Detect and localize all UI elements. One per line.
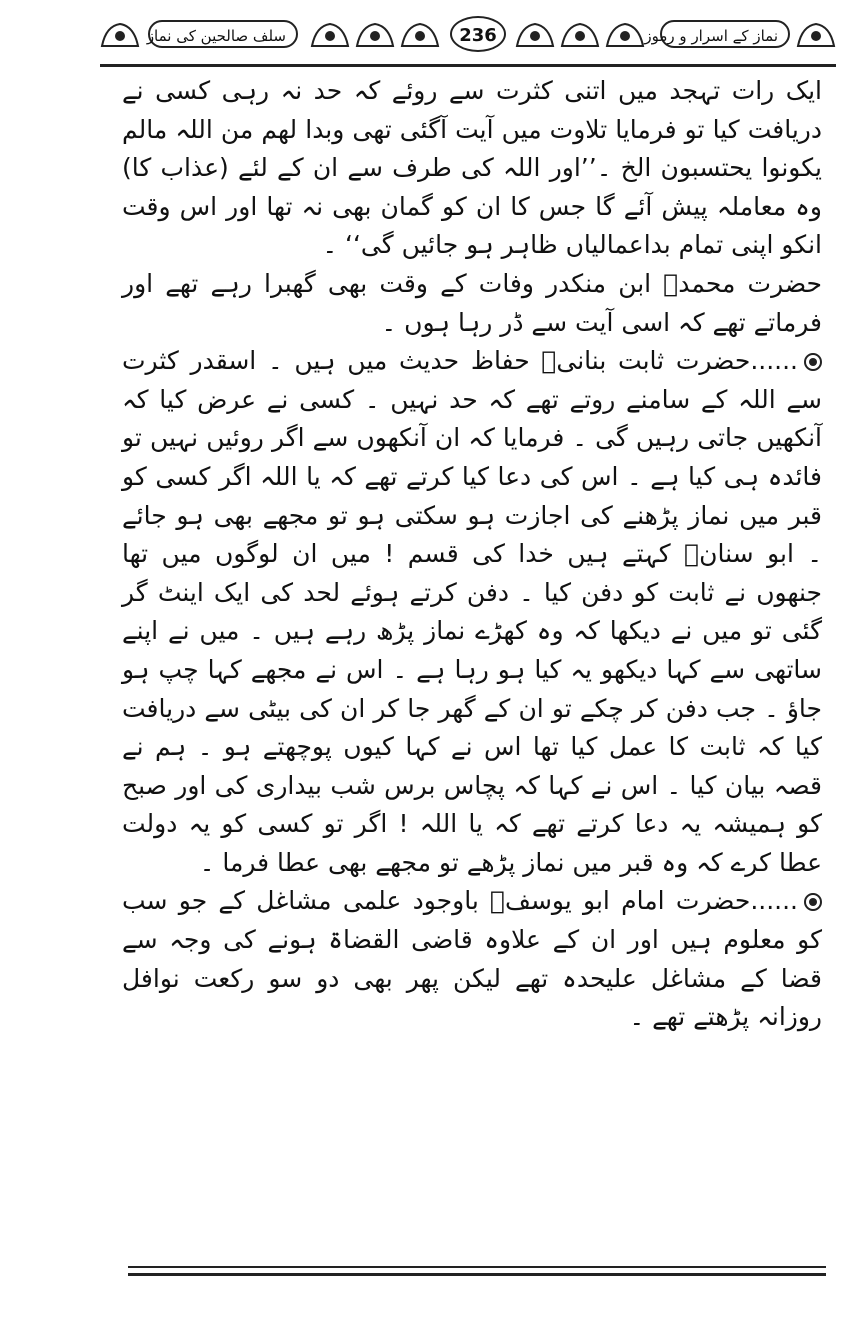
ornament-icon [400, 22, 440, 48]
footer-rule [128, 1266, 826, 1268]
ornament-icon [560, 22, 600, 48]
ornament-icon [355, 22, 395, 48]
bullet-paragraph [122, 882, 822, 1036]
page-header [100, 14, 836, 67]
bullet-icon [804, 353, 822, 371]
chapter-title: سلف صالحین کی نماز [148, 20, 298, 48]
paragraph: ......حضرت ثابت بنانیؒ حفاظ حدیث میں ہیں ۔ اسقدر کثرت سے اللہ کے سامنے روتے تھے کہ حد نہیں ۔ کسی نے عرض کیا کہ آنکھیں جاتی رہیں گی ۔ فرمایا کہ ان آنکھوں سے اگر روئیں نہیں تو فائدہ ہی کیا ہے ۔ اس کی دعا کیا کرتے تھے کہ یا اللہ اگر کسی کو قبر میں نماز پڑھنے کی اجازت ہو سکتی ہو تو مجھے بھی ہو جائے ۔ ابو سنانؒ کہتے ہیں خدا کی قسم ! میں ان لوگوں میں تھا جنھوں نے ثابت کو دفن کیا ۔ دفن کرتے ہوئے لحد کی ایک اینٹ گر گئی تو میں نے دیکھا کہ وہ کھڑے نماز پڑھ رہے ہیں ۔ میں نے اپنے ساتھی سے کہا دیکھو یہ کیا ہو رہا ہے ۔ اس نے مجھے کہا چپ ہو جاؤ ۔ جب دفن کر چکے تو ان کے گھر جا کر ان کی بیٹی سے دریافت کیا کہ ثابت کا عمل کیا تھا اس نے کہا کیوں پوچھتے ہو ۔ ہم نے قصہ بیان کیا ۔ اس نے کہا کہ پچاس برس شب بیداری کی اور صبح کو ہمیشہ یہ دعا کرتے تھے کہ یا اللہ ! اگر تو کسی کو یہ دولت عطا کرے کہ وہ قبر میں نماز پڑھے تو مجھے بھی عطا فرما ۔ [122, 346, 822, 877]
paragraph: ......حضرت امام ابو یوسفؒ باوجود علمی مشاغل کے جو سب کو معلوم ہیں اور ان کے علاوہ قاضی القضاۃ ہونے کی وجہ سے قضا کے مشاغل علیحدہ تھے لیکن پھر بھی دو سو رکعت نوافل روزانہ پڑھتے تھے ۔ [122, 886, 822, 1032]
page-number: 236 [450, 16, 506, 52]
ornament-icon [515, 22, 555, 48]
ornament-icon [796, 22, 836, 48]
bullet-paragraph [122, 342, 822, 882]
paragraph: ایک رات تہجد میں اتنی کثرت سے روئے کہ حد نہ رہی کسی نے دریافت کیا تو فرمایا تلاوت میں آیت آگئی تھی وبدا لھم من اللہ مالم یکونوا یحتسبون الخ ۔’’اور اللہ کی طرف سے ان کے لئے (عذاب کا) وہ معاملہ پیش آئے گا جس کا ان کو گمان بھی نہ تھا اور اس وقت انکو اپنی تمام بداعمالیاں ظاہر ہو جائیں گی‘‘ ۔ [122, 76, 822, 260]
page-body [122, 72, 822, 1037]
ornament-icon [100, 22, 140, 48]
bullet-icon [804, 893, 822, 911]
ornament-icon [310, 22, 350, 48]
paragraph: حضرت محمدؒ ابن منکدر وفات کے وقت بھی گھبرا رہے تھے اور فرماتے تھے کہ اسی آیت سے ڈر رہا ہوں ۔ [122, 268, 822, 337]
footer-rule [128, 1273, 826, 1276]
book-title: نماز کے اسرار و رموز [660, 20, 790, 48]
ornament-icon [605, 22, 645, 48]
